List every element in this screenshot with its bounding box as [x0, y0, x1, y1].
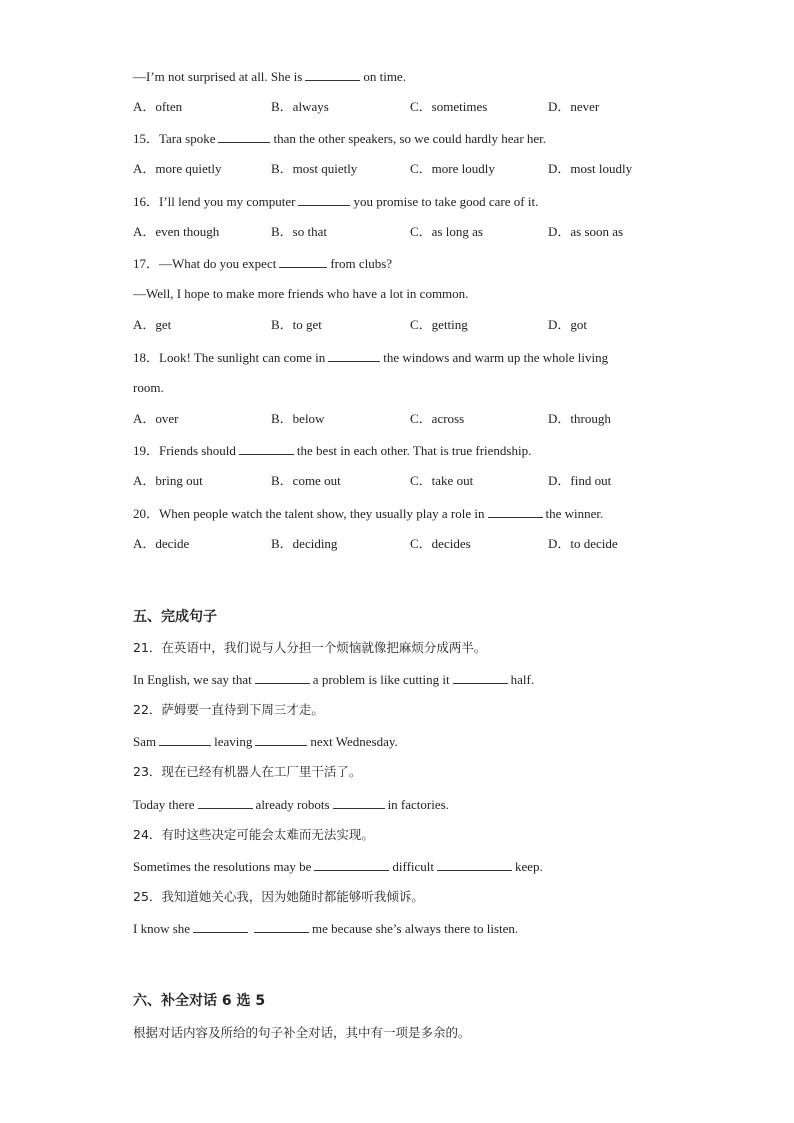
q16-option-b[interactable]: B．so that — [271, 224, 327, 239]
q24-blank-2[interactable] — [437, 858, 512, 871]
q18-stem-cont: room. — [133, 380, 164, 395]
q15-option-d[interactable]: D．most loudly — [548, 161, 633, 176]
q18-blank[interactable] — [328, 349, 380, 362]
q23-blank-1[interactable] — [198, 796, 253, 809]
q23-chinese: 23．现在已经有机器人在工厂里干活了。 — [133, 764, 362, 779]
q25-chinese: 25．我知道她关心我，因为她随时都能够听我倾诉。 — [133, 889, 424, 904]
q19-option-c[interactable]: C．take out — [410, 473, 474, 488]
q18-option-c[interactable]: C．across — [410, 411, 465, 426]
q23-sentence: Today there already robots in factories. — [133, 797, 449, 812]
q25-sentence: I know she me because she’s always there to listen. — [133, 921, 519, 936]
q17-option-c[interactable]: C．getting — [410, 317, 468, 332]
q20-blank[interactable] — [488, 505, 543, 518]
q17-option-a[interactable]: A．get — [133, 317, 172, 332]
q22-blank-1[interactable] — [159, 733, 211, 746]
q25-blank-1[interactable] — [193, 920, 248, 933]
q25-blank-2[interactable] — [254, 920, 309, 933]
q21-sentence: In English, we say that a problem is like cutting it half. — [133, 672, 535, 687]
q15-option-a[interactable]: A．more quietly — [133, 161, 222, 176]
q19-option-a[interactable]: A．bring out — [133, 473, 203, 488]
q19-stem: 19．Friends should the best in each other. That is true friendship. — [133, 443, 532, 458]
q21-blank-1[interactable] — [255, 671, 310, 684]
q18-stem: 18．Look! The sunlight can come in the windows and warm up the whole living — [133, 350, 609, 365]
q15-option-c[interactable]: C．more loudly — [410, 161, 495, 176]
q22-chinese: 22．萨姆要一直待到下周三才走。 — [133, 702, 324, 717]
q15-option-b[interactable]: B．most quietly — [271, 161, 358, 176]
q18-option-b[interactable]: B．below — [271, 411, 325, 426]
q17-reply: —Well, I hope to make more friends who have a lot in common. — [133, 286, 469, 301]
q17-option-d[interactable]: D．got — [548, 317, 588, 332]
q14-option-c[interactable]: C．sometimes — [410, 99, 488, 114]
q24-sentence: Sometimes the resolutions may be difficult keep. — [133, 859, 543, 874]
q24-blank-1[interactable] — [314, 858, 389, 871]
section6-instruction: 根据对话内容及所给的句子补全对话，其中有一项是多余的。 — [133, 1025, 471, 1040]
q21-chinese: 21．在英语中，我们说与人分担一个烦恼就像把麻烦分成两半。 — [133, 640, 487, 655]
q23-blank-2[interactable] — [333, 796, 385, 809]
q20-option-c[interactable]: C．decides — [410, 536, 471, 551]
q20-option-b[interactable]: B．deciding — [271, 536, 338, 551]
q18-option-a[interactable]: A．over — [133, 411, 179, 426]
q24-chinese: 24．有时这些决定可能会太难而无法实现。 — [133, 827, 374, 842]
q19-option-b[interactable]: B．come out — [271, 473, 341, 488]
q14-option-a[interactable]: A．often — [133, 99, 183, 114]
q17-blank[interactable] — [279, 255, 327, 268]
q21-blank-2[interactable] — [453, 671, 508, 684]
q14-option-b[interactable]: B．always — [271, 99, 329, 114]
q18-option-d[interactable]: D．through — [548, 411, 611, 426]
q16-option-d[interactable]: D．as soon as — [548, 224, 624, 239]
section5-title: 五、完成句子 — [133, 609, 217, 625]
q14-blank[interactable] — [305, 68, 360, 81]
q20-option-d[interactable]: D．to decide — [548, 536, 618, 551]
q22-sentence: Sam leaving next Wednesday. — [133, 734, 398, 749]
q16-option-a[interactable]: A．even though — [133, 224, 220, 239]
q16-stem: 16．I’ll lend you my computer you promise to take good care of it. — [133, 194, 539, 209]
q15-blank[interactable] — [218, 130, 270, 143]
section6-title: 六、补全对话 6 选 5 — [133, 993, 266, 1009]
q14-option-d[interactable]: D．never — [548, 99, 600, 114]
q15-stem: 15．Tara spoke than the other speakers, so we could hardly hear her. — [133, 131, 547, 146]
q17-option-b[interactable]: B．to get — [271, 317, 322, 332]
q19-blank[interactable] — [239, 442, 294, 455]
q19-option-d[interactable]: D．find out — [548, 473, 612, 488]
q16-option-c[interactable]: C．as long as — [410, 224, 483, 239]
q22-blank-2[interactable] — [255, 733, 307, 746]
q14-line: —I’m not surprised at all. She is on time. — [133, 69, 406, 84]
q17-stem: 17．—What do you expect from clubs? — [133, 256, 393, 271]
q20-option-a[interactable]: A．decide — [133, 536, 190, 551]
q20-stem: 20．When people watch the talent show, they usually play a role in the winner. — [133, 506, 604, 521]
q16-blank[interactable] — [298, 193, 350, 206]
